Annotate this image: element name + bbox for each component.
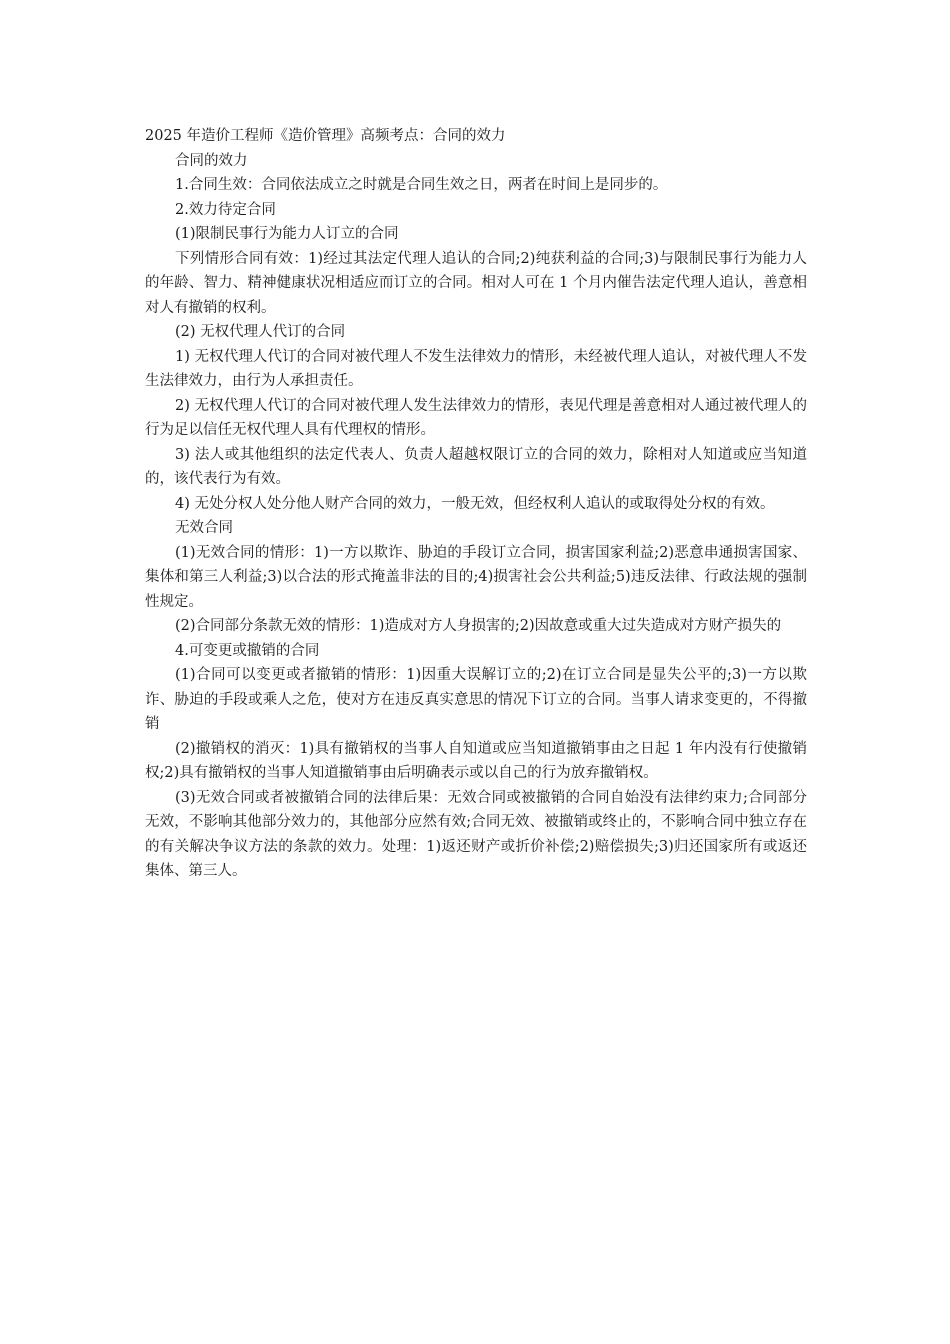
paragraph: (1)合同可以变更或者撤销的情形：1)因重大误解订立的;2)在订立合同是显失公平的;3)一方以欺诈、胁迫的手段或乘人之危，使对方在违反真实意思的情况下订立的合同。当事人请求变更的，不得撤销 [145,667,807,732]
paragraph: (3)无效合同或者被撤销合同的法律后果：无效合同或被撤销的合同自始没有法律约束力;合同部分无效，不影响其他部分效力的，其他部分应然有效;合同无效、被撤销或终止的，不影响合同中独立存在的有关解决争议方法的条款的效力。处理：1)返还财产或折价补偿;2)赔偿损失;3)归还国家所有或返还集体、第三人。 [145,789,807,879]
paragraph-section-heading: 4.可变更或撤销的合同 [175,642,320,659]
paragraph-section-heading: 无效合同 [175,520,233,536]
paragraph: 3) 法人或其他组织的法定代表人、负责人超越权限订立的合同的效力，除相对人知道或应当知道的，该代表行为有效。 [145,446,807,487]
paragraph-subheading: (1)限制民事行为能力人订立的合同 [175,226,399,242]
paragraph: (2)合同部分条款无效的情形：1)造成对方人身损害的;2)因故意或重大过失造成对方财产损失的 [175,618,782,634]
paragraph-section-heading: 2.效力待定合同 [175,201,276,218]
paragraph-subheading: (2) 无权代理人代订的合同 [175,324,346,340]
paragraph: 1) 无权代理人代订的合同对被代理人不发生法律效力的情形，未经被代理人追认，对被代理人不发生法律效力，由行为人承担责任。 [145,348,807,389]
paragraph: 2) 无权代理人代订的合同对被代理人发生法律效力的情形，表见代理是善意相对人通过被代理人的行为足以信任无权代理人具有代理权的情形。 [145,397,807,438]
document-title: 2025 年造价工程师《造价管理》高频考点：合同的效力 [145,128,506,144]
paragraph: (1)无效合同的情形：1)一方以欺诈、胁迫的手段订立合同，损害国家利益;2)恶意串通损害国家、集体和第三人利益;3)以合法的形式掩盖非法的目的;4)损害社会公共利益;5)违反法律、行政法规的强制性规定。 [145,544,807,610]
paragraph: 4) 无处分权人处分他人财产合同的效力，一般无效，但经权利人追认的或取得处分权的有效。 [175,495,775,512]
paragraph: (2)撤销权的消灭：1)具有撤销权的当事人自知道或应当知道撤销事由之日起 1 年内没有行使撤销权;2)具有撤销权的当事人知道撤销事由后明确表示或以自己的行为放弃撤销权。 [145,740,807,781]
paragraph: 下列情形合同有效：1)经过其法定代理人追认的合同;2)纯获利益的合同;3)与限制民事行为能力人的年龄、智力、精神健康状况相适应而订立的合同。相对人可在 1 个月内催告法定代理人追认，善意相对人有撤销的权利。 [145,250,807,316]
paragraph: 1.合同生效：合同依法成立之时就是合同生效之日，两者在时间上是同步的。 [175,177,668,193]
document-body [145,124,807,884]
paragraph-section-heading: 合同的效力 [175,152,248,169]
